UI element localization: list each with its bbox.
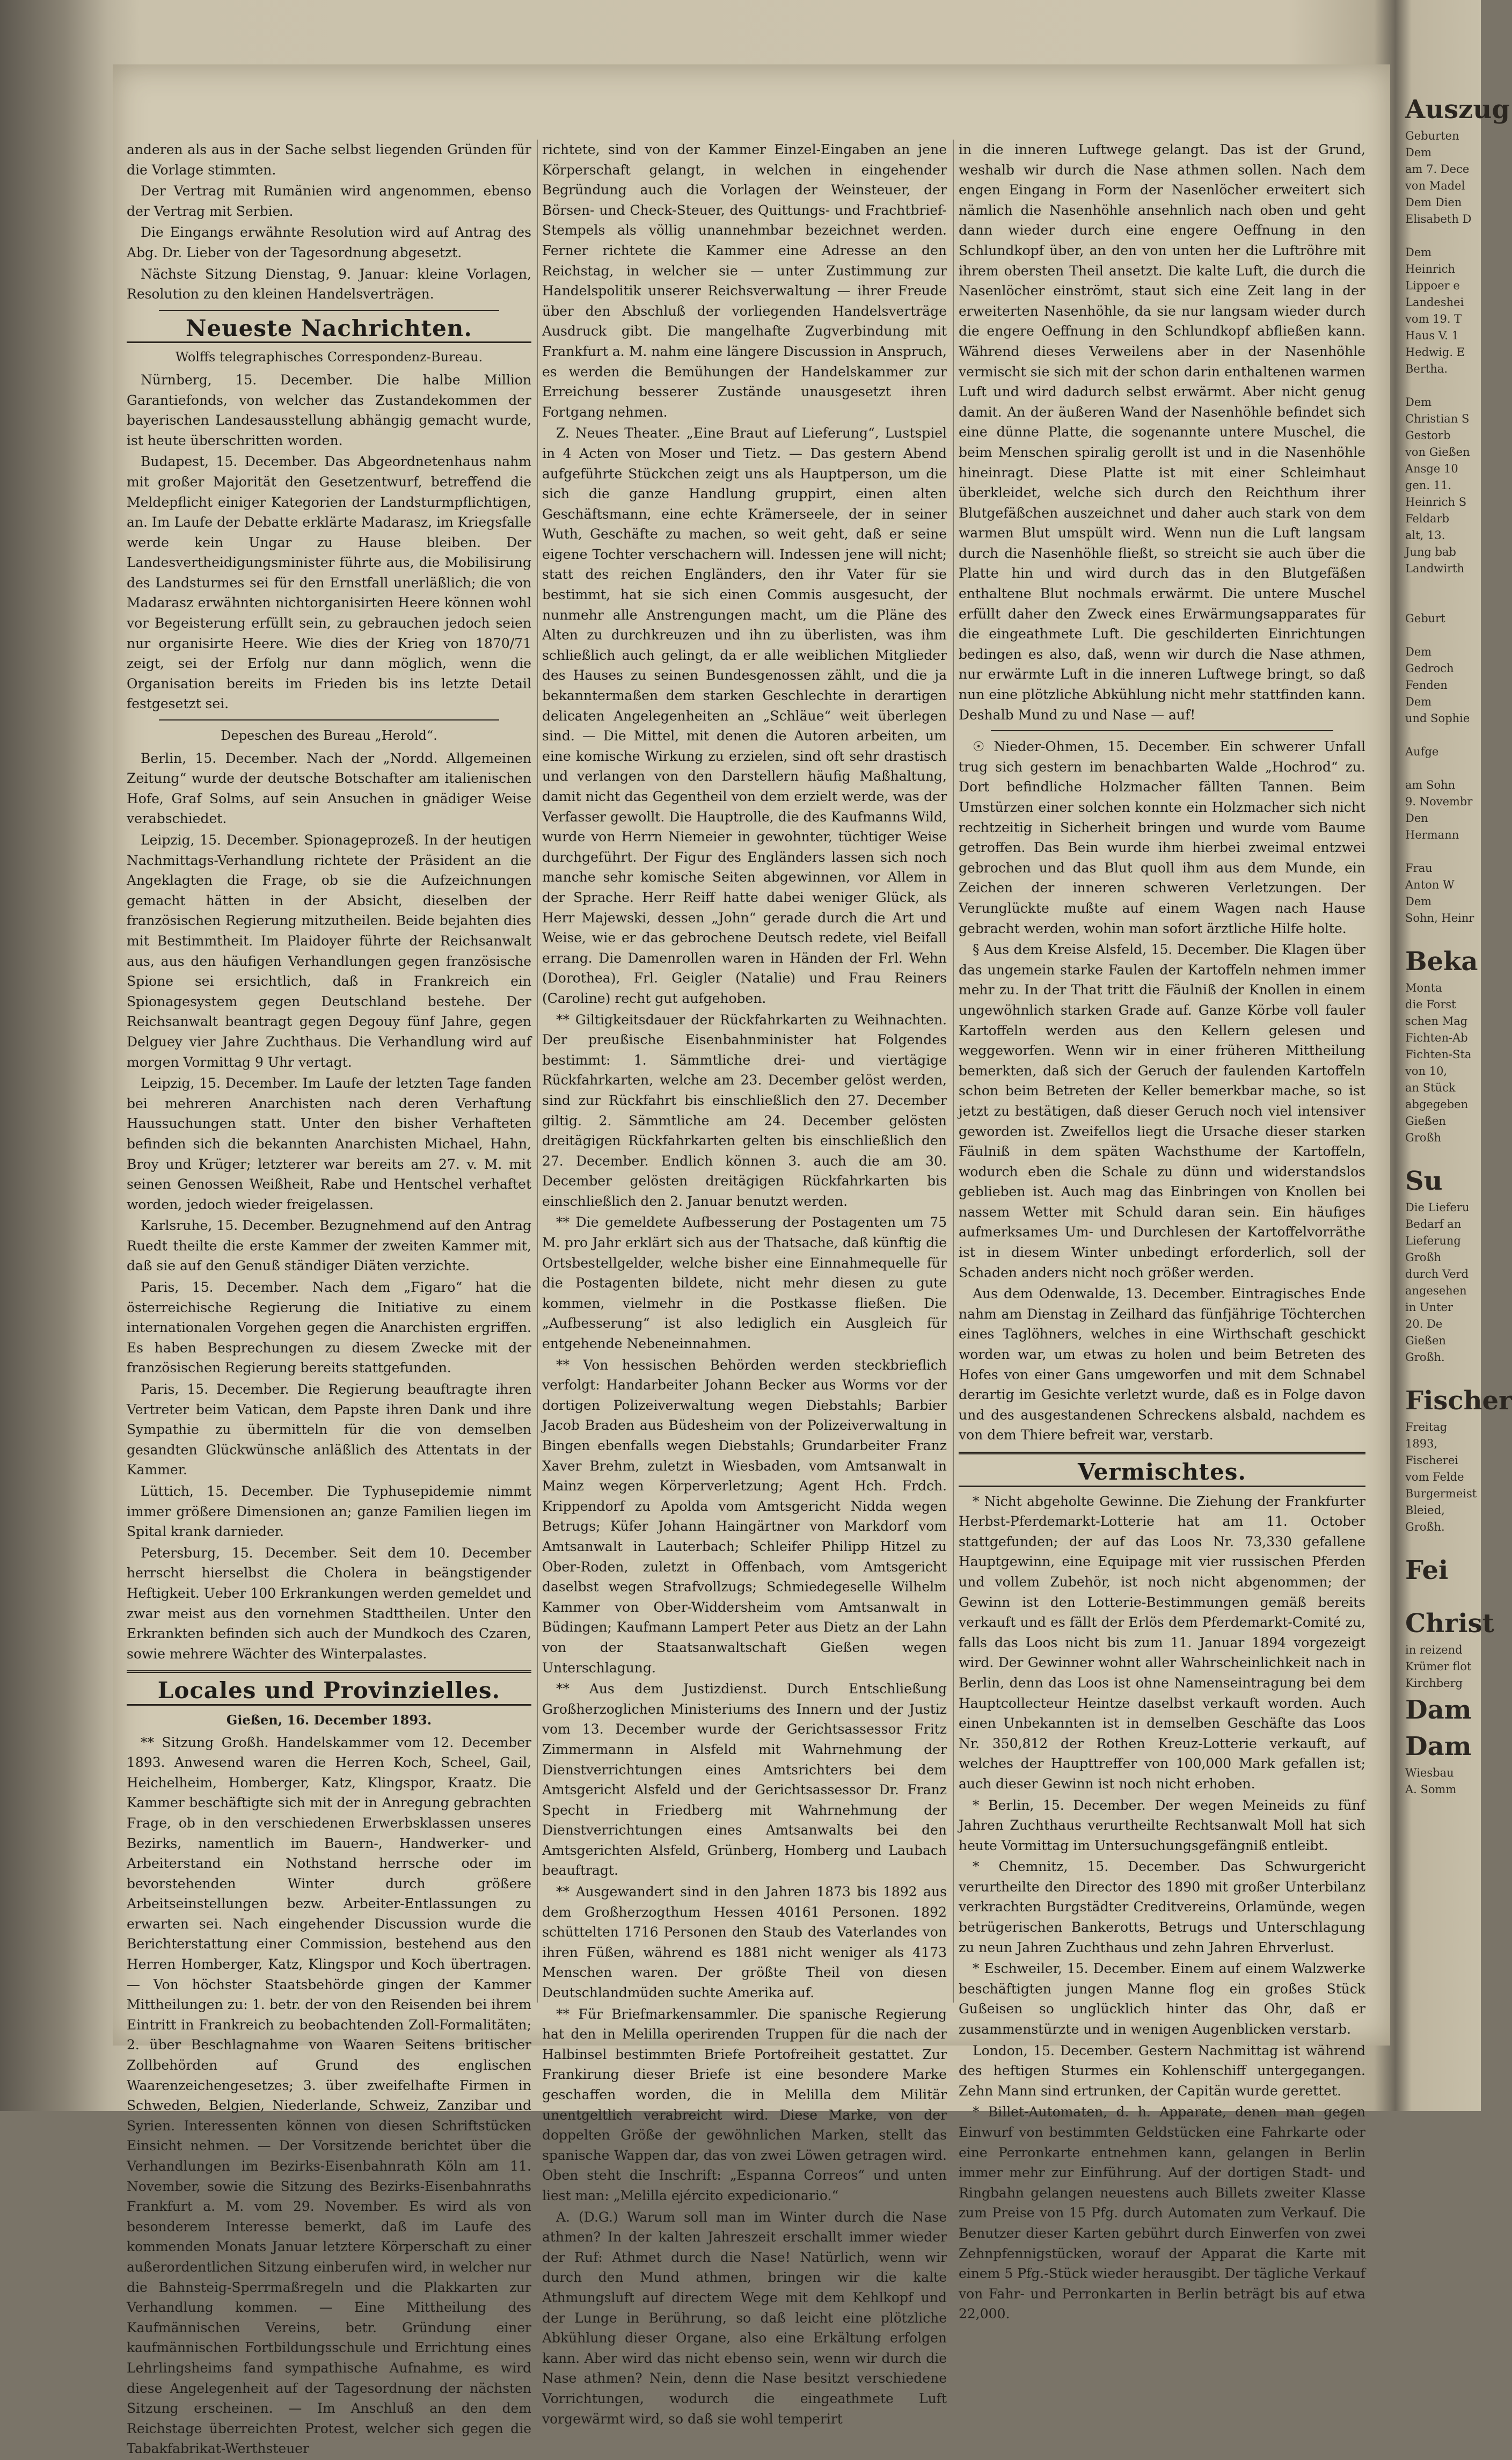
facing-page-fragment: Fichten-Sta xyxy=(1405,1048,1472,1061)
facing-page-fragment: Kirchberg xyxy=(1405,1677,1463,1690)
news-paragraph: Budapest, 15. December. Das Abgeordnetenhaus nahm mit großer Majorität den Gesetzentwurf, betreffend die Meldepflicht einiger Kategorien der Landsturmpflichtigen, an. Im Laufe der Debatte erklärte Madarasz, im Kriegsfalle werde kein Ungar zu Hause bleiben. Der Landesvertheidigungsminister führte aus, die Mobilisirung des Landsturmes sei für den Ernstfall unerläßlich; die von Madarasz erwähnten nichtorganisirten Heere können wohl vor Begeisterung erfüllt sein, zu gebrauchen jedoch seien nur organisirte Heere. Wie dies der Krieg von 1870/71 zeigt, sei der Erfolg nur dann möglich, wenn die Organisation bereits im Frieden bis ins letzte Detail festgesetzt sei. xyxy=(127,454,531,712)
facing-page-fragment: Fenden xyxy=(1405,679,1448,692)
facing-page-fragment: Dem xyxy=(1405,645,1432,658)
facing-page-fragment: schen Mag xyxy=(1405,1015,1468,1028)
news-paragraph: Paris, 15. December. Nach dem „Figaro“ hat die österreichische Regierung die Initiative zu einem internationalen Vorgehen gegen die Anarchisten ergriffen. Es haben Besprechungen zu diesem Zwecke mit der französischen Regierung bereits stattgefunden. xyxy=(127,1279,531,1376)
facing-page-fragment: Jung bab xyxy=(1405,545,1456,558)
agency-subheading: Depeschen des Bureau „Herold“. xyxy=(221,728,437,744)
section-rule xyxy=(127,1670,531,1673)
facing-page-fragment: Geburten xyxy=(1405,129,1459,142)
facing-page-fragment: A. Somm xyxy=(1405,1783,1457,1796)
facing-page-fragment: Dem xyxy=(1405,695,1432,708)
facing-page-fragment: von 10, xyxy=(1405,1065,1448,1078)
facing-page-fragment: Ansge 10 xyxy=(1405,462,1458,475)
news-paragraph: Z. Neues Theater. „Eine Braut auf Lieferung“, Lustspiel in 4 Acten von Moser und Tietz. — Das gestern Abend aufgeführte Stückchen zeigt uns als Hauptperson, um die sich die ganze Handlung gruppirt, einen alten Geschäftsmann, eine echte Krämerseele, der in seiner Wuth, Geschäfte zu machen, so weit geht, daß er seine eigene Tochter verschachern will. Indessen jene will nicht; statt des reichen Engländers, den ihr Vater für sie bestimmt, hat sie sich einen Commis ausgesucht, der nunmehr alle Anstrengungen macht, um die Pläne des Alten zu durchkreuzen und ihn zu überlisten, was ihm schließlich auch gelingt, da er alle weiblichen Mitglieder des Hauses zu seinen Bundesgenossen zählt, und die ja bekanntermaßen dem starken Geschlechte in derartigen delicaten Angelegenheiten an „Schläue“ weit überlegen sind. — Die Mittel, mit denen die Autoren arbeiten, um eine komische Wirkung zu erzielen, sind oft sehr drastisch und verlangen von den Darstellern häufig Maßhaltung, damit nicht das Gegentheil von dem erzielt werde, was der Verfasser gewollt. Die Hauptrolle, die des Kaufmanns Wild, wurde von Herrn Niemeier in gewohnter, tüchtiger Weise durchgeführt. Der Figur des Engländers lassen sich noch manche sehr komische Seiten abgewinnen, vor Allem in der Sprache. Herr Reiff hatte dabei weniger Glück, als Herr Majewski, dessen „John“ gerade durch die Art und Weise, wie er das gebrochene Deutsch redete, viel Beifall errang. Die Damenrollen waren in Händen der Frl. Wehn (Dorothea), Frl. Geigler (Natalie) und Frau Reiners (Caroline) recht gut aufgehoben. xyxy=(542,425,947,1006)
facing-page-fragment: Sohn, Heinr xyxy=(1405,912,1474,925)
facing-page-fragment: durch Verd xyxy=(1405,1268,1469,1280)
column-rule xyxy=(953,140,954,2003)
newspaper-page xyxy=(113,64,1390,2457)
facing-page-fragment xyxy=(1405,377,1481,394)
intro-paragraph: Der Vertrag mit Rumänien wird angenommen, ebenso der Vertrag mit Serbien. xyxy=(127,183,531,219)
facing-page-fragment: Gedroch xyxy=(1405,662,1454,675)
facing-page-fragment: Großh xyxy=(1405,1251,1442,1264)
facing-page-fragment: Gießen xyxy=(1405,1334,1446,1347)
facing-page-fragment: und Sophie xyxy=(1405,712,1470,725)
facing-page-fragment: 1893, xyxy=(1405,1437,1438,1450)
facing-page-fragment: Fei xyxy=(1405,1555,1449,1585)
facing-page-fragment: Burgermeist xyxy=(1405,1487,1477,1500)
facing-page-fragment: in reizend xyxy=(1405,1643,1463,1656)
news-paragraph: ** Für Briefmarkensammler. Die spanische Regierung hat den in Melilla operirenden Truppen für die nach der Halbinsel bestimmten Briefe Portofreiheit gestattet. Zur Frankirung dieser Briefe ist eine besondere Marke geschaffen worden, die in Melilla dem Militär unentgeltlich verabreicht wird. Diese Marke, von der doppelten Größe der gewöhnlichen Marken, stellt das spanische Wappen dar, das von zwei Löwen getragen wird. Oben steht die Inschrift: „Espanna Correos“ und unten liest man: „Melilla ejército expedicionario.“ xyxy=(542,2006,947,2203)
facing-page-fragment: Heinrich S xyxy=(1405,496,1467,508)
news-paragraph: ** Giltigkeitsdauer der Rückfahrkarten zu Weihnachten. Der preußische Eisenbahnminister hat Folgendes bestimmt: 1. Sämmtliche drei- und viertägige Rückfahrkarten, welche am 23. December gelöst werden, sind zur Rückfahrt bis einschließlich den 27. December giltig. 2. Sämmtliche am 24. December gelösten dreitägigen Rückfahrkarten gelten bis einschließlich den 27. December. Endlich können 3. auch die am 30. December gelösten dreitägigen Rückfahrkarten bis einschließlich den 2. Januar benutzt werden. xyxy=(542,1011,947,1209)
facing-page-fragment: Geburt xyxy=(1405,612,1445,625)
facing-page-fragment: Dem xyxy=(1405,246,1432,259)
facing-page-fragment: Landwirth xyxy=(1405,562,1465,575)
facing-page-fragment: Fichten-Ab xyxy=(1405,1031,1468,1044)
facing-page-fragment: Lippoer e xyxy=(1405,279,1460,292)
news-paragraph: richtete, sind von der Kammer Einzel-Eingaben an jene Körperschaft gelangt, in welchen in eingehender Begründung auch die Vorlagen der Weinsteuer, der Börsen- und Check-Steuer, des Quittungs- und Frachtbrief-Stempels als völlig unannehmbar bezeichnet werden. Ferner richtete die Kammer eine Adresse an den Reichstag, in welcher sie — unter Zustimmung zur Handelspolitik unserer Reichsverwaltung — ihrer Freude über den Abschluß der vorliegenden Handelsverträge Ausdruck gibt. Die mangelhafte Zugverbindung mit Frankfurt a. M. nahm eine längere Discussion in Anspruch, es werden die Bemühungen der Handelskammer zur Erreichung besserer Zustände unausgesetzt ihren Fortgang nehmen. xyxy=(542,142,947,420)
facing-page-fragment: Frau xyxy=(1405,862,1433,875)
facing-page-fragment: vom Felde xyxy=(1405,1471,1464,1483)
news-paragraph: in die inneren Luftwege gelangt. Das ist der Grund, weshalb wir durch die Nase athmen sollen. Nach dem engen Eingang in Form der Nasenlöcher erweitert sich nämlich die Nasenhöhle ansehnlich nach oben und geht dann wieder durch eine engere Oeffnung in den Schlundkopf über, an den von unten her die Luftröhre mit ihrem obersten Theil ansetzt. Die kalte Luft, die durch die Nasenlöcher einströmt, staut sich eine Zeit lang in der erweiterten Nasenhöhle, da sie nur langsam wieder durch die engere Oeffnung in den Schlundkopf abfließen kann. Während dieses Verweilens aber in der Nasenhöhle vermischt sie sich mit der schon darin enthaltenen warmen Luft und wird dadurch selbst erwärmt. Aber nicht genug damit. An der äußeren Wand der Nasenhöhle befindet sich eine dünne Platte, die sogenannte untere Muschel, die beim Menschen spiralig gerollt ist und in die Nasenhöhle hineinragt. Diese Platte ist mit einer Schleimhaut überkleidet, welche sich durch den Reichthum ihrer Blutgefäßchen auszeichnet und daher auch stark von dem warmen Blut umspült wird. Wenn nun die Luft langsam durch die Nasenhöhle fließt, so streicht sie auch über die Platte hin und wird durch das in den Blutgefäßen enthaltene Blut nochmals erwärmt. Die untere Muschel erfüllt daher den Zweck eines Erwärmungsapparates für die eingeathmete Luft. Die geschilderten Einrichtungen bedingen es also, daß, wenn wir durch die Nase athmen, nur erwärmte Luft in die inneren Luftwege bringt, so daß nun eine plötzliche Abkühlung nicht mehr stattfinden kann. Deshalb Mund zu und Nase — auf! xyxy=(959,142,1365,723)
facing-page-fragment: Christian S xyxy=(1405,412,1470,425)
facing-page-fragment: in Unter xyxy=(1405,1301,1453,1314)
facing-page-fragment: Den xyxy=(1405,812,1428,825)
facing-page-edge xyxy=(1405,91,1512,2024)
facing-page-fragment: von Madel xyxy=(1405,179,1465,192)
facing-page-fragment xyxy=(1405,1535,1481,1552)
column-3 xyxy=(959,140,1365,2325)
agency-subheading: Wolffs telegraphisches Correspondenz-Bureau. xyxy=(175,350,483,365)
facing-page-fragment: Bleied, xyxy=(1405,1504,1445,1517)
facing-page-fragment: Fischerei xyxy=(1405,1454,1458,1467)
news-paragraph: A. (D.G.) Warum soll man im Winter durch die Nase athmen? In der kalten Jahreszeit erschallt immer wieder der Ruf: Athmet durch die Nase! Natürlich, wenn wir durch den Mund athmen, bringen wir die kalte Athmungsluft auf directem Wege mit dem Kehlkopf und der Lunge in Berührung, so daß leicht eine plötzliche Abkühlung dieser Organe, also eine Erkältung erfolgen kann. Aber wird das nicht ebenso sein, wenn wir durch die Nase athmen? Nein, denn die Nase besitzt verschiedene Vorrichtungen, wodurch die eingeathmete Luft vorgewärmt wird, so daß sie wohl temperirt xyxy=(542,2209,947,2427)
news-paragraph: Petersburg, 15. December. Seit dem 10. December herrscht hierselbst die Cholera in beängstigender Heftigkeit. Ueber 100 Erkrankungen werden gemeldet und zwar meist aus den vornehmen Stadttheilen. Unter den Erkrankten befinden sich auch der Mundkoch des Czaren, sowie mehrere Wächter des Winterpalastes. xyxy=(127,1545,531,1662)
facing-page-fragment: an Stück xyxy=(1405,1081,1456,1094)
news-paragraph: Berlin, 15. December. Nach der „Nordd. Allgemeinen Zeitung“ wurde der deutsche Botschafter am italienischen Hofe, Graf Solms, auf sein Ansuchen in gnädiger Weise verabschiedet. xyxy=(127,750,531,827)
facing-page-fragment: angesehen xyxy=(1405,1284,1467,1297)
facing-page-fragment: Auszug xyxy=(1405,94,1510,125)
facing-page-fragment: Lieferung xyxy=(1405,1234,1461,1247)
facing-page-fragment xyxy=(1405,727,1481,744)
facing-page-fragment: am 7. Dece xyxy=(1405,163,1470,176)
news-paragraph: * Eschweiler, 15. December. Einem auf einem Walzwerke beschäftigten jungen Manne flog ein großes Stück Gußeisen so unglücklich hinter das Ohr, daß er zusammenstürzte und in wenigen Augenblicken verstarb. xyxy=(959,1961,1365,2037)
facing-page-fragment: vom 19. T xyxy=(1405,312,1462,325)
facing-page-fragment: Monta xyxy=(1405,981,1442,994)
facing-page-fragment: Anton W xyxy=(1405,878,1455,891)
facing-page-fragment: Krümer flot xyxy=(1405,1660,1472,1673)
facing-page-fragment xyxy=(1405,1589,1481,1605)
news-paragraph: London, 15. December. Gestern Nachmittag ist während des heftigen Sturmes ein Kohlenschiff untergegangen. Zehn Mann sind ertrunken, der Capitän wurde gerettet. xyxy=(959,2042,1365,2099)
news-paragraph: * Chemnitz, 15. December. Das Schwurgericht verurtheilte den Director des 1890 mit großer Unterbilanz verkrachten Burgstädter Creditvereins, Orlamünde, wegen betrügerischen Bankerotts, Betrugs und Unterschlagung zu neun Jahren Zuchthaus und zehn Jahren Ehrverlust. xyxy=(959,1859,1365,1955)
news-paragraph: ** Aus dem Justizdienst. Durch Entschließung Großherzoglichen Ministeriums des Innern und der Justiz vom 13. December wurde der Gerichtsassessor Fritz Zimmermann in Alsfeld mit Wahrnehmung der Dienstverrichtungen eines Amtsrichters bei dem Amtsgericht Alsfeld und der Gerichtsassessor Dr. Franz Specht in Friedberg mit Wahrnehmung der Dienstverrichtungen eines Amtsanwalts bei den Amtsgerichten Alsfeld, Grünberg, Homberg und Laubach beauftragt. xyxy=(542,1681,947,1879)
news-paragraph: Paris, 15. December. Die Regierung beauftragte ihren Vertreter beim Vatican, dem Papste ihren Dank und ihre Sympathie zu übermitteln für die von demselben gesandten Glückwünsche anläßlich des Attentats in der Kammer. xyxy=(127,1381,531,1478)
facing-page-fragment: Bertha. xyxy=(1405,362,1448,375)
facing-page-fragment: Großh xyxy=(1405,1131,1442,1144)
news-paragraph: ** Sitzung Großh. Handelskammer vom 12. December 1893. Anwesend waren die Herren Koch, Scheel, Gail, Heichelheim, Homberger, Katz, Klingspor, Kraatz. Die Kammer beschäftigte sich mit der in Anregung gebrachten Frage, ob in den verschiedenen Erwerbsklassen unseres Bezirks, namentlich im Bauern-, Handwerker- und Arbeiterstand ein Nothstand herrsche oder im bevorstehenden Winter durch größere Arbeitseinstellungen bezw. Arbeiter-Entlassungen zu erwarten sei. Nach eingehender Discussion wurde die Berichterstattung einer Commission, bestehend aus den Herren Homberger, Katz, Klingspor und Koch übertragen. — Von höchster Staatsbehörde gingen der Kammer Mittheilungen zu: 1. betr. der von den Reisenden bei ihrem Eintritt in Frankreich zu beobachtenden Zoll-Formalitäten; 2. über Beschlagnahme von Waaren Seitens britischer Zollbehörden auf Grund des englischen Waarenzeichengesetzes; 3. über zweifelhafte Firmen in Schweden, Belgien, Niederlande, Schweiz, Zanzibar und Syrien. Interessenten können von diesen Schriftstücken Einsicht nehmen. — Der Vorsitzende berichtet über die Verhandlungen im Bezirks-Eisenbahnrath Köln am 11. November, sowie die Sitzung des Bezirks-Eisenbahnraths Frankfurt a. M. vom 29. November. Es wird als von besonderem Interesse bemerkt, daß im Laufe des kommenden Monats Januar letztere Körperschaft zu einer außerordentlichen Sitzung einberufen wird, in welcher nur die Bahnsteig-Sperrmaßregeln und die Plakkarten zur Verhandlung kommen. — Eine Mittheilung des Kaufmännischen Vereins, betr. Gründung einer kaufmännischen Fortbildungsschule und Errichtung eines Lehrlingsheims fand sympathische Aufnahme, es wird diese Angelegenheit auf der Tagesordnung der nächsten Sitzung erscheinen. — Im Anschluß an den dem Reichstage überreichten Protest, welcher sich gegen die Tabakfabrikat-Werthsteuer xyxy=(127,1734,531,2457)
facing-page-fragment: Gießen xyxy=(1405,1115,1446,1127)
section-heading-vermischtes: Vermischtes. xyxy=(959,1462,1365,1487)
news-paragraph: ** Von hessischen Behörden werden steckbrieflich verfolgt: Handarbeiter Johann Becker aus Worms vor der dortigen Polizeiverwaltung wegen Diebstahls; Barbier Jacob Braden aus Büdesheim von der Polizeiverwaltung in Bingen ebenfalls wegen Diebstahls; Grundarbeiter Franz Xaver Brehm, zuletzt in Wiesbaden, vom Amtsanwalt in Mainz wegen Körperverletzung; Agent Hch. Frdch. Krippendorf zu Apolda vom Amtsgericht Nidda wegen Betrugs; Küfer Johann Haingärtner von Markdorf vom Amtsanwalt in Lauterbach; Schleifer Philipp Hitzel zu Ober-Roden, zuletzt in Offenbach, vom Amtsgericht daselbst wegen Strafvollzugs; Schmiedegeselle Wilhelm Kammer von Ober-Widdersheim vom Amtsanwalt in Büdingen; Kaufmann Lampert Peter aus Dietz an der Lahn von der Staatsanwaltschaft Gießen wegen Unterschlagung. xyxy=(542,1357,947,1676)
intro-paragraph: anderen als aus in der Sache selbst liegenden Gründen für die Vorlage stimmten. xyxy=(127,142,531,178)
facing-page-fragment xyxy=(1405,228,1481,244)
facing-page-fragment: Su xyxy=(1405,1166,1443,1196)
column-2 xyxy=(542,140,947,2430)
news-paragraph: Nürnberg, 15. December. Die halbe Million Garantiefonds, von welcher das Zustandekommen der bayerischen Landesausstellung abhängig gemacht wurde, ist heute überschritten worden. xyxy=(127,372,531,448)
intro-paragraph: Nächste Sitzung Dienstag, 9. Januar: kleine Vorlagen, Resolution zu den kleinen Handelsverträgen. xyxy=(127,266,531,302)
facing-page-fragment: Heinrich xyxy=(1405,263,1456,275)
facing-page-fragment xyxy=(1405,627,1481,644)
facing-page-fragment xyxy=(1405,1146,1481,1163)
facing-page-fragment: Dam xyxy=(1405,1731,1472,1762)
facing-page-fragment: Bedarf an xyxy=(1405,1218,1462,1231)
facing-page-fragment: Großh. xyxy=(1405,1351,1445,1364)
facing-page-fragment: 20. De xyxy=(1405,1318,1443,1330)
news-paragraph: Lüttich, 15. December. Die Typhusepidemie nimmt immer größere Dimensionen an; ganze Familien liegen im Spital krank darnieder. xyxy=(127,1483,531,1540)
news-paragraph: Karlsruhe, 15. December. Bezugnehmend auf den Antrag Ruedt theilte die erste Kammer der zweiten Kammer mit, daß sie auf den Genuß ständiger Diäten verzichte. xyxy=(127,1218,531,1274)
facing-page-fragment xyxy=(1405,843,1481,860)
section-heading-neueste-nachrichten: Neueste Nachrichten. xyxy=(127,318,531,344)
section-rule xyxy=(959,1452,1365,1454)
facing-page-fragment: Dem Dien xyxy=(1405,196,1462,209)
facing-page-fragment: Elisabeth D xyxy=(1405,213,1472,225)
section-rule xyxy=(159,719,499,720)
facing-page-fragment: von Gießen xyxy=(1405,446,1470,458)
facing-page-fragment: Die Lieferu xyxy=(1405,1201,1470,1214)
section-rule xyxy=(159,310,499,311)
facing-page-fragment: Dam xyxy=(1405,1695,1472,1725)
facing-page-fragment: gen. 11. xyxy=(1405,479,1452,492)
facing-page-fragment: alt, 13. xyxy=(1405,529,1445,542)
facing-page-fragment: Feldarb xyxy=(1405,512,1450,525)
facing-page-fragment: Dem xyxy=(1405,146,1432,159)
intro-paragraph: Die Eingangs erwähnte Resolution wird auf Antrag des Abg. Dr. Lieber von der Tagesordnung abgesetzt. xyxy=(127,224,531,260)
facing-page-fragment: am Sohn xyxy=(1405,778,1456,791)
news-paragraph: Leipzig, 15. December. Spionageprozeß. In der heutigen Nachmittags-Verhandlung richtete der Präsident an die Angeklagten die Frage, ob sie die Aufzeichnungen gemacht hätten in der Absicht, dieselben der französischen Regierung mitzutheilen. Beide bejahten dies mit Bestimmtheit. Im Plaidoyer führte der Reichsanwalt aus, aus den häufigen Verhandlungen gegen französische Spione sei ersichtlich, daß in Frankreich ein Spionagesystem gegen Deutschland bestehe. Der Reichsanwalt beantragt gegen Degouy fünf Jahre, gegen Delguey vier Jahre Zuchthaus. Die Verhandlung wird auf morgen Vormittag 9 Uhr vertagt. xyxy=(127,832,531,1070)
news-paragraph: ☉ Nieder-Ohmen, 15. December. Ein schwerer Unfall trug sich gestern im benachbarten Walde „Hochrod“ zu. Dort befindliche Holzmacher fällten Tannen. Beim Umstürzen einer solchen konnte ein Holzmacher sich nicht rechtzeitig in Sicherheit bringen und wurde vom Baume getroffen. Das Bein wurde ihm hierbei zweimal entzwei gebrochen und das Blut quoll ihm aus dem Munde, ein Zeichen der inneren schweren Verletzungen. Der Verunglückte mußte auf einem Wagen nach Hause gebracht werden, wohin man sofort ärztliche Hilfe holte. xyxy=(959,739,1365,936)
column-1 xyxy=(127,140,531,2460)
news-paragraph: ** Ausgewandert sind in den Jahren 1873 bis 1892 aus dem Großherzogthum Hessen 40161 Personen. 1892 schüttelten 1716 Personen den Staub des Vaterlandes von ihren Füßen, während es 1881 nicht weniger als 4173 Menschen waren. Der größte Theil von diesen Deutschlandmüden suchte Amerika auf. xyxy=(542,1884,947,2001)
facing-page-fragment: Beka xyxy=(1405,947,1478,977)
facing-page-fragment: Christ xyxy=(1405,1609,1494,1639)
news-paragraph: § Aus dem Kreise Alsfeld, 15. December. Die Klagen über das ungemein starke Faulen der Kartoffeln nehmen immer mehr zu. In der That tritt die Fäulniß der Knollen in einem ungewöhnlich starken Grade auf. Ganze Körbe voll fauler Kartoffeln werden aus den Kellern gelesen und weggeworfen. Wenn wir in einer früheren Mittheilung bemerkten, daß sich der Geruch der faulenden Kartoffeln schon beim Betreten der Keller bemerkbar mache, so ist jetzt zu bestätigen, daß dieser Geruch noch viel intensiver geworden ist. Zweifellos liegt die Ursache dieser starken Fäulniß in dem späten Wachsthume der Kartoffeln, wodurch eben die Schale zu dünn und widerstandslos geblieben ist. Auch mag das Einbringen von Knollen bei nassem Wetter mit Schuld daran sein. Ein häufiges aufmerksames Um- und Durchlesen der Kartoffelvorräthe ist in diesem Winter unbedingt erforderlich, soll der Schaden anders nicht noch größer werden. xyxy=(959,942,1365,1280)
facing-page-fragment xyxy=(1405,760,1481,777)
facing-page-fragment: Fischer xyxy=(1405,1386,1512,1416)
facing-page-fragment: Dem xyxy=(1405,895,1432,908)
facing-page-fragment: Dem xyxy=(1405,396,1432,409)
dateline: Gießen, 16. December 1893. xyxy=(226,1712,432,1728)
facing-page-fragment xyxy=(1405,577,1481,594)
facing-page-fragment: Haus V. 1 xyxy=(1405,329,1459,342)
facing-page-fragment: abgegeben xyxy=(1405,1098,1469,1111)
news-paragraph: * Berlin, 15. December. Der wegen Meineids zu fünf Jahren Zuchthaus verurtheilte Rechtsanwalt Moll hat sich heute Vormittag im Untersuchungsgefängniß entleibt. xyxy=(959,1797,1365,1853)
facing-page-fragment: Großh. xyxy=(1405,1520,1445,1533)
news-paragraph: Leipzig, 15. December. Im Laufe der letzten Tage fanden bei mehreren Anarchisten nach deren Verhaftung Haussuchungen statt. Unter den bisher Verhafteten befinden sich die bekannten Anarchisten Michael, Hahn, Broy und Krüger; letzterer war bereits am 27. v. M. mit seinen Genossen Weißheit, Rabe und Hentschel verhaftet worden, jedoch wieder freigelassen. xyxy=(127,1075,531,1212)
facing-page-fragment: Freitag xyxy=(1405,1421,1448,1433)
facing-page-fragment xyxy=(1405,1366,1481,1382)
news-paragraph: * Billet-Automaten, d. h. Apparate, denen man gegen Einwurf von bestimmten Geldstücken eine Fahrkarte oder eine Perronkarte entnehmen kann, gelangen in Berlin immer mehr zur Einführung. Auf der dortigen Stadt- und Ringbahn gelangen neuestens auch Billets zweiter Klasse zum Preise von 15 Pfg. durch Automaten zum Verkauf. Die Benutzer dieser Karten gebührt durch Einwerfen von zwei Zehnpfennigstücken, worauf der Apparat die Karte mit einem 5 Pfg.-Stück wieder herausgibt. Der tägliche Verkauf von Fahr- und Perronkarten in Berlin beträgt bis auf etwa 22,000. xyxy=(959,2104,1365,2322)
facing-page-fragment: Landeshei xyxy=(1405,296,1464,309)
section-heading-locales: Locales und Provinzielles. xyxy=(127,1680,531,1706)
news-paragraph: ** Die gemeldete Aufbesserung der Postagenten um 75 M. pro Jahr erklärt sich aus der Thatsache, daß künftig die Ortsbestellgelder, welche bisher eine Einnahmequelle für die Postagenten bildete, nicht mehr diesen zu gute kommen, vielmehr in die Postkasse fließen. Die „Aufbesserung“ ist also lediglich ein Ausgleich für entgehende Nebeneinnahmen. xyxy=(542,1214,947,1352)
news-paragraph: Aus dem Odenwalde, 13. December. Eintragisches Ende nahm am Dienstag in Zeilhard das fünfjährige Töchterchen eines Taglöhners, welches in eine Wirthschaft geschickt worden war, um etwas zu holen und beim Betreten des Hofes von einer Gans umgeworfen und mit dem Schnabel derartig im Gesichte verletzt wurde, daß es in Folge davon und des ausgestandenen Schreckens alsbald, nachdem es von dem Thiere befreit war, verstarb. xyxy=(959,1286,1365,1443)
section-rule xyxy=(991,730,1333,731)
facing-page-fragment: Aufge xyxy=(1405,745,1439,758)
facing-page-fragment: die Forst xyxy=(1405,998,1456,1011)
facing-page-fragment: 9. Novembr xyxy=(1405,795,1473,808)
facing-page-fragment: Gestorb xyxy=(1405,429,1451,442)
facing-page-fragment: Hermann xyxy=(1405,828,1459,841)
column-rule xyxy=(537,140,538,2003)
facing-page-fragment xyxy=(1405,927,1481,943)
news-paragraph: * Nicht abgeholte Gewinne. Die Ziehung der Frankfurter Herbst-Pferdemarkt-Lotterie hat am 11. October stattgefunden; der auf das Loos Nr. 73,330 gefallene Hauptgewinn, eine Equipage mit vier russischen Pferden und vollem Zubehör, ist noch nicht abgenommen; der Gewinn ist den Lotterie-Bestimmungen gemäß bereits verkauft und es fällt der Erlös dem Pferdemarkt-Comité zu, falls das Loos nicht bis zum 11. Januar 1894 vorgezeigt wird. Der Gewinner wohnt aller Wahrscheinlichkeit nach in Berlin, denn das Loos ist ohne Namenseintragung bei dem Hauptcollecteur Heintze daselbst verkauft worden. Auch einen Unbekannten ist in demselben Geschäfte das Loos Nr. 350,812 der Rothen Kreuz-Lotterie verkauft, auf welches der Haupttreffer von 100,000 Mark gefallen ist; auch dieser Gewinn ist noch nicht erhoben. xyxy=(959,1493,1365,1792)
facing-page-fragment xyxy=(1405,594,1481,610)
facing-page-fragment: Wiesbau xyxy=(1405,1766,1454,1779)
facing-page-fragment: Hedwig. E xyxy=(1405,346,1465,359)
